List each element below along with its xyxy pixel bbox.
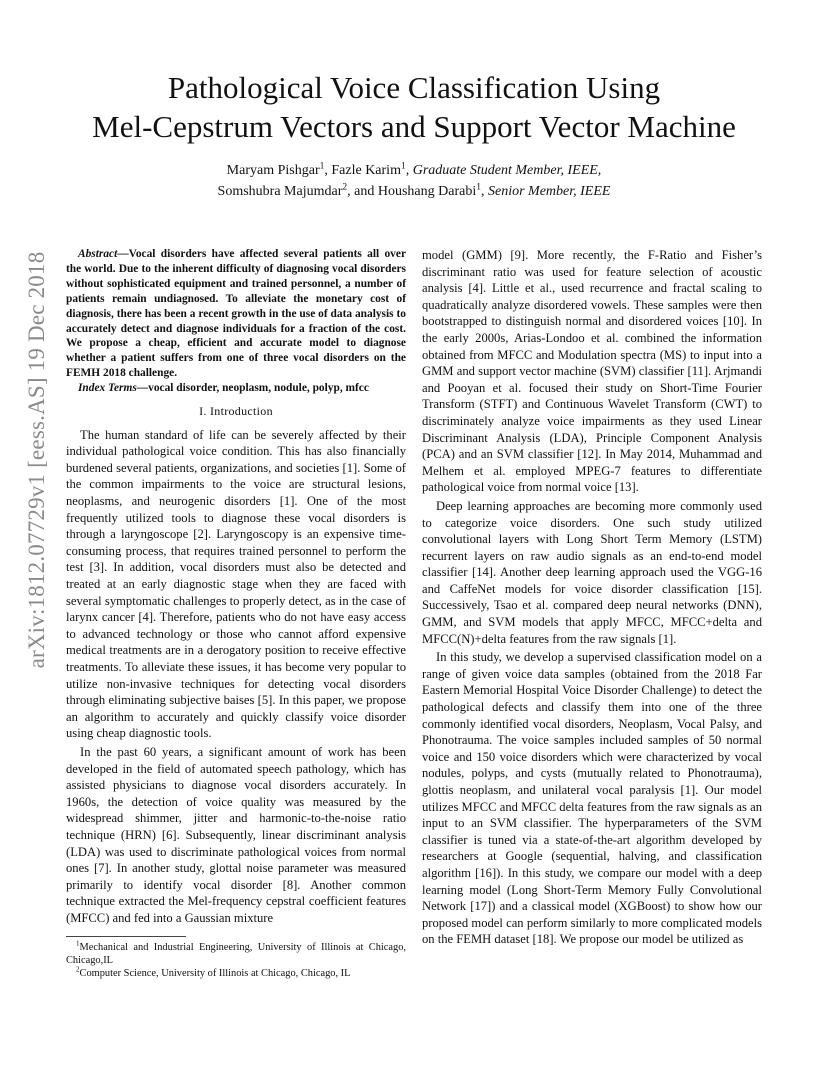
abstract-label: Abstract: [78, 248, 118, 260]
arxiv-identifier: arXiv:1812.07729v1 [eess.AS] 19 Dec 2018: [24, 251, 49, 669]
intro-paragraph-1: The human standard of life can be severely affected by their individual pathological voice condition. This has also financially burdened several patients, organizations, and societies [1]. Some of the common impairments to the voice are structural lesions, neoplasms, and neurogenic disorders [1]. One of the most frequently utilized tools to diagnose these vocal disorders is through a laryngoscope [2]. Laryngoscopy is an expensive time-consuming process, that requires trained personnel to perform the test [3]. In addition, vocal disorders must also be detected and treated at an early diagnostic stage when they are faced with several symptomatic challenges to properly detect, as in the case of larynx cancer [4]. Therefore, patients who do not have easy access to advanced technology or those who cannot afford expensive medical treatments are in a derogatory position to receive effective treatments. To alleviate these issues, it has become very popular to utilize non-invasive techniques for detecting vocal disorders through eliminating subjective baises [5]. In this paper, we propose an algorithm to accurately and quickly classify voice disorder using cheap diagnostic tools.: [66, 427, 406, 741]
author-line-2: Somshubra Majumdar$^2$, and Houshang Darabi$^1$, Senior Member, IEEE: [217, 182, 611, 199]
intro-paragraph-2: In the past 60 years, a significant amount of work has been developed in the field of automated speech pathology, which has assisted physicians to diagnose vocal disorders accurately. In 1960s, the detection of voice quality was measured by the widespread shimmer, jitter and harmonic-to-the-noise ratio technique (HRN) [6]. Subsequently, linear discriminant analysis (LDA) was used to discriminate pathological voices from normal ones [7]. In another study, glottal noise parameter was measured primarily to identify vocal disorder [8]. Another common technique extracted the Mel-frequency cepstral coefficient features (MFCC) and fed into a Gaussian mixture: [66, 744, 406, 925]
index-terms-text: —vocal disorder, neoplasm, nodule, polyp, mfcc: [136, 382, 369, 395]
left-column: [66, 247, 406, 980]
abstract: [66, 247, 406, 381]
footnote-1: $^1$Mechanical and Industrial Engineering, University of Illinois at Chicago, Chicago,IL: [66, 940, 406, 967]
author-line-1: Maryam Pishgar$^1$, Fazle Karim$^1$, Graduate Student Member, IEEE,: [226, 161, 602, 178]
title-line-2: Mel-Cepstrum Vectors and Support Vector Machine: [92, 109, 736, 144]
right-column: [422, 247, 762, 950]
paper-title: [0, 68, 828, 146]
footnote-rule: [66, 936, 186, 937]
arxiv-side-label: [26, 250, 48, 670]
right-paragraph-3: In this study, we develop a supervised classification model on a range of given voice data samples (obtained from the 2018 Far Eastern Memorial Hospital Voice Disorder Challenge) to detect the pathological defects and classify them into one of the three commonly identified vocal disorders, Neoplasm, Vocal Palsy, and Phonotrauma. The voice samples included samples of 50 normal voice and 150 voice disorders which were characterized by vocal nodules, polyps, and cysts (mutually related to Phonotrauma), glottis neoplasm, and unilateral vocal paralysis [1]. Our model utilizes MFCC and MFCC delta features from the raw signals as an input to an SVM classifier. The hyperparameters of the SVM classifier is tuned via a state-of-the-art algorithm developed by researchers at Google (sequential, halving, and classification algorithm [16]). In this study, we compare our model with a deep learning model (Long Short-Term Memory Fully Convolutional Network [17]) and a classical model (XGBoost) to show how our proposed model can perform similarly to more complicated models on the FEMH dataset [18]. We propose our model be utilized as: [422, 650, 762, 947]
footnote-2: $^2$Computer Science, University of Illinois at Chicago, Chicago, IL: [76, 966, 351, 980]
author-block: [0, 160, 828, 202]
right-paragraph-2: Deep learning approaches are becoming more commonly used to categorize voice disorders. One such study utilized convolutional layers with Long Short Term Memory (LSTM) recurrent layers on raw audio signals as an end-to-end model classifier [14]. Another deep learning approach used the VGG-16 and CaffeNet models for voice disorder classification [15]. Successively, Tsao et al. compared deep neural networks (DNN), GMM, and SVM models that apply MFCC, MFCC+delta and MFCC(N)+delta features from the raw signals [1].: [422, 498, 762, 646]
index-terms-label: Index Terms: [78, 382, 137, 395]
right-paragraph-1: model (GMM) [9]. More recently, the F-Ratio and Fisher’s discriminant ratio was used for feature selection of acoustic analysis [4]. Little et al., used recurrence and fractal scaling to quadratically analyze disordered vowels. These samples were then bootstrapped to distinguish normal and disordered voices [10]. In the early 2000s, Arias-Londoo et al. combined the information obtained from MFCC and Modulation spectra (MS) to input into a GMM and support vector machine (SVM) classifier [11]. Arjmandi and Pooyan et al. focused their study on Short-Time Fourier Transform (STFT) and Continuous Wavelet Transform (CWT) to discriminately analyze voice impairments as they used Linear Discriminant Analysis (LDA), Principle Component Analysis (PCA) and an SVM classifier [12]. In May 2014, Muhammad and Melhem et al. employed MPEG-7 features to differentiate pathological voice from normal voice [13].: [422, 248, 762, 495]
title-line-1: Pathological Voice Classification Using: [167, 70, 661, 105]
abstract-text: —Vocal disorders have affected several patients all over the world. Due to the inherent difficulty of diagnosing vocal disorders without sophisticated equipment and trained personnel, a number of patients remain undiagnosed. To alleviate the monetary cost of diagnosis, there has been a recent growth in the use of data analysis to accurately detect and diagnose individuals for a fraction of the cost. We propose a cheap, efficient and accurate model to diagnose whether a patient suffers from one of three vocal disorders on the FEMH 2018 challenge.: [66, 248, 406, 380]
section-heading: I. Introduction: [199, 404, 273, 419]
index-terms: [66, 381, 406, 396]
